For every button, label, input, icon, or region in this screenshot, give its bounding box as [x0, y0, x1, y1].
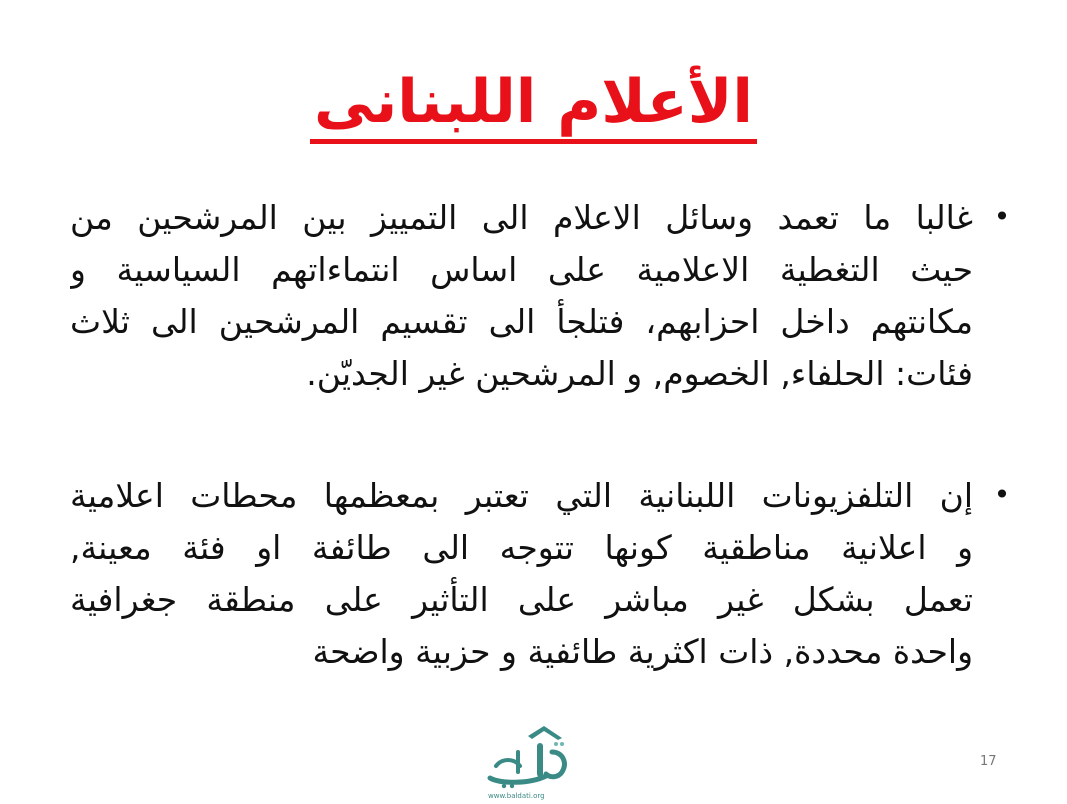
bullet-line: واحدة محددة, ذات اكثرية طائفية و حزبية واضحة — [312, 632, 973, 671]
bullet-text — [70, 470, 973, 678]
bullet-marker: • — [993, 200, 1011, 233]
bullet-line: إن التلفزيونات اللبنانية التي تعتبر بمعظمها محطات اعلامية — [70, 476, 973, 515]
bullet-line: تعمل بشكل غير مباشر على التأثير على منطقة جغرافية — [70, 580, 973, 619]
bullet-line: حيث التغطية الاعلامية على اساس انتماءاتهم السياسية و — [70, 250, 973, 289]
bullet-marker: • — [993, 478, 1011, 511]
bullet-text — [70, 192, 973, 400]
slide-title — [0, 62, 1067, 144]
baldati-logo-icon — [470, 722, 600, 800]
logo-url: www.baldati.org — [488, 792, 545, 800]
bullet-line: و اعلانية مناطقية كونها تتوجه الى طائفة او فئة معينة, — [70, 528, 973, 567]
page-number: 17 — [980, 754, 997, 769]
bullet-line: مكانتهم داخل احزابهم، فتلجأ الى تقسيم المرشحين الى ثلاث — [70, 302, 973, 341]
bullet-line: فئات: الحلفاء, الخصوم, و المرشحين غير الجديّن. — [306, 354, 973, 393]
slide-title-text: الأعلام اللبنانى — [310, 67, 757, 144]
bullet-line: غالبا ما تعمد وسائل الاعلام الى التمييز بين المرشحين من — [70, 198, 973, 237]
baldati-logo-graphic — [470, 722, 600, 800]
